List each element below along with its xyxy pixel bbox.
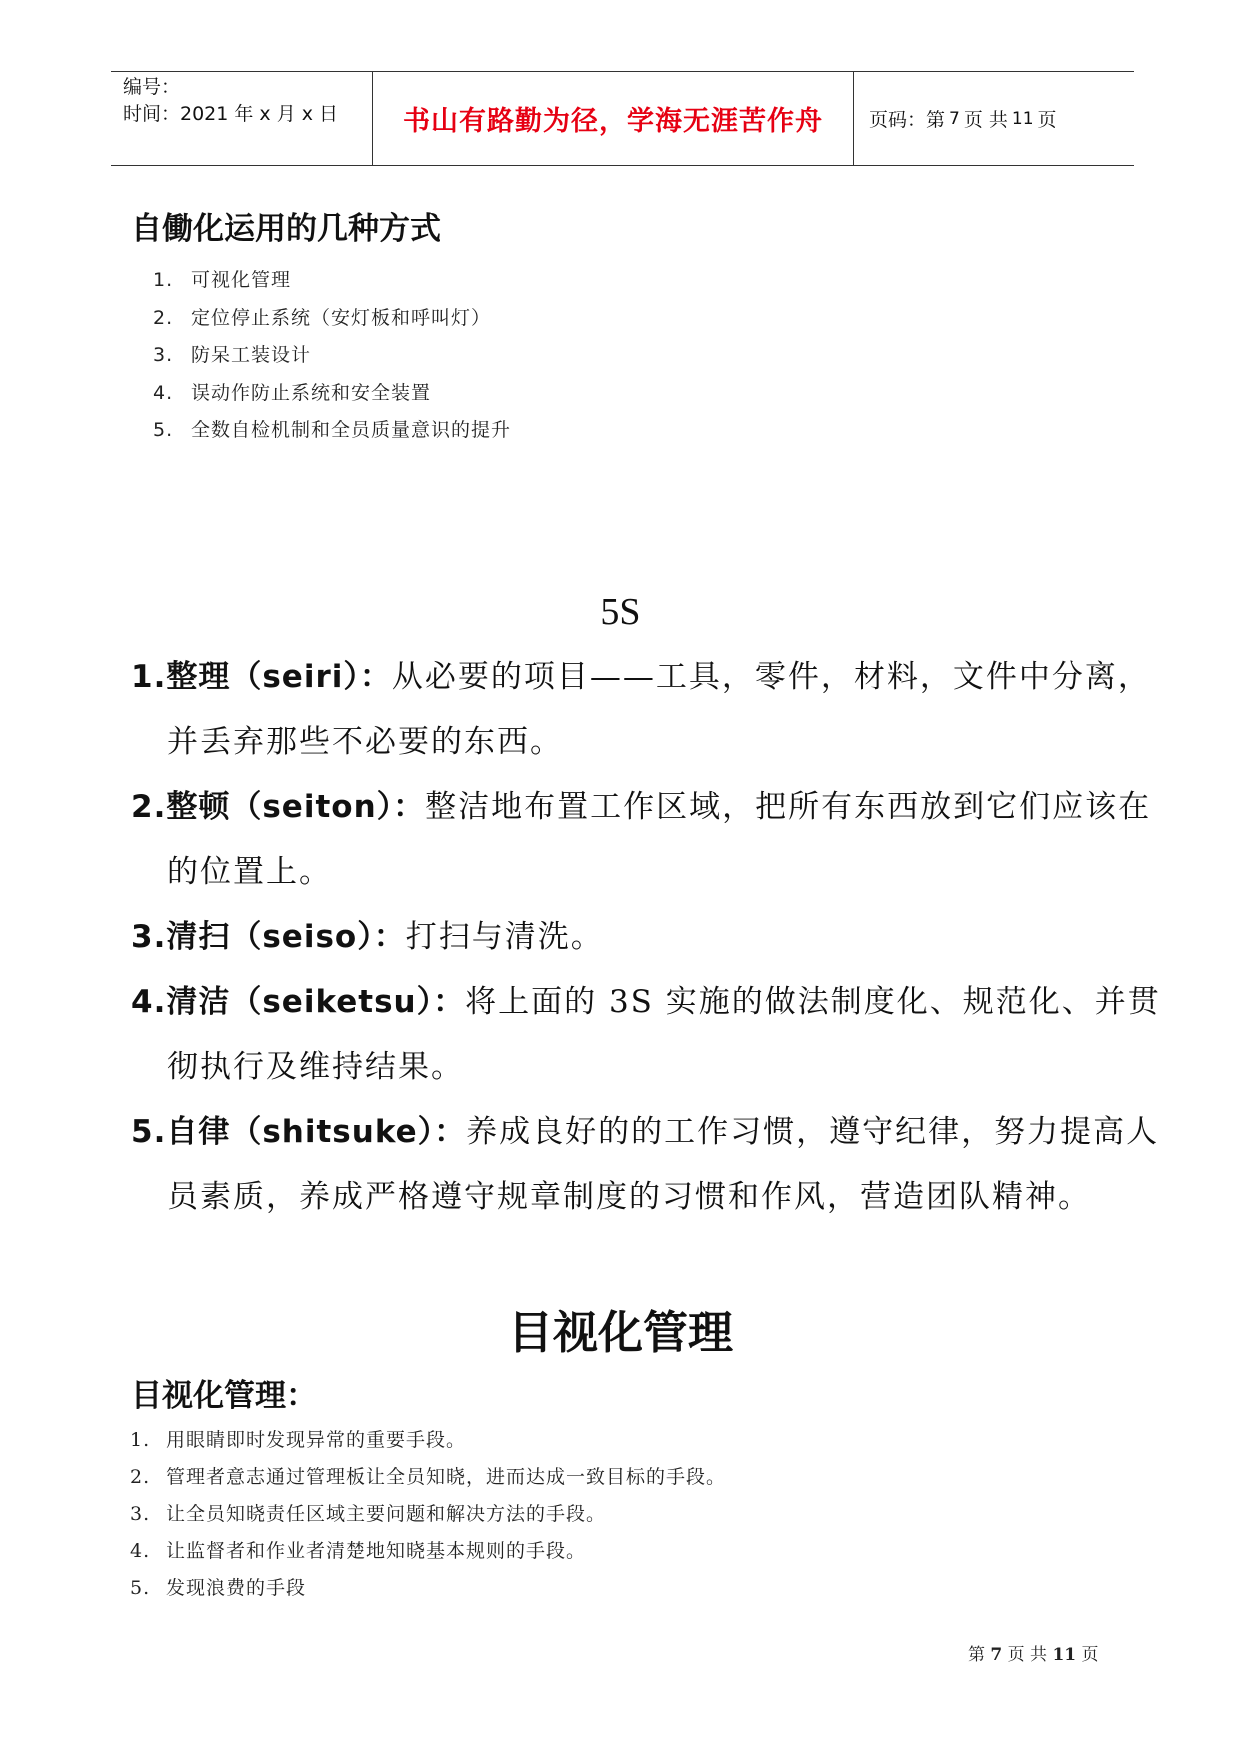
page-current: 7 xyxy=(949,108,960,129)
page-header xyxy=(111,71,1134,166)
footer-current: 7 xyxy=(990,1645,1003,1665)
visual-management-title: 目视化管理 xyxy=(507,1306,733,1359)
list-item: 4. 让监督者和作业者清楚地知晓基本规则的手段。 xyxy=(130,1540,587,1562)
list-item: 4. 误动作防止系统和安全装置 xyxy=(153,381,432,404)
header-page-number xyxy=(869,72,1057,165)
fives-item-seiso: 3.清扫（seiso）：打扫与清洗。 xyxy=(131,919,604,955)
page-mid: 页 共 xyxy=(963,109,1008,131)
list-item: 3. 防呆工装设计 xyxy=(153,344,312,366)
page-total: 11 xyxy=(1011,108,1034,129)
fives-title: 5S xyxy=(600,591,641,633)
page-suffix: 页 xyxy=(1037,109,1057,131)
list-item: 2. 管理者意志通过管理板让全员知晓，进而达成一致目标的手段。 xyxy=(130,1466,727,1488)
section-title-jidoka: 自働化运用的几种方式 xyxy=(131,211,441,247)
footer-total: 11 xyxy=(1052,1645,1077,1665)
page-footer xyxy=(968,1640,1099,1665)
fives-item-seiton: 2.整顿（seiton）：整洁地布置工作区域，把所有东西放到它们应该在的位置上。 xyxy=(131,789,1152,890)
footer-suffix: 页 xyxy=(1081,1645,1099,1665)
header-meta xyxy=(123,74,373,128)
footer-prefix: 第 xyxy=(968,1645,985,1665)
fives-item-shitsuke: 5.自律（shitsuke）：养成良好的的工作习惯，遵守纪律，努力提高人员素质，养成严格遵守规章制度的习惯和作风，营造团队精神。 xyxy=(131,1114,1160,1215)
fives-item-seiri: 1.整理（seiri）：从必要的项目——工具，零件，材料，文件中分离，并丢弃那些不必要的东西。 xyxy=(131,659,1151,760)
time-label: 时间：2021 年 x 月 x 日 xyxy=(123,103,339,125)
page-prefix: 页码：第 xyxy=(869,109,946,131)
list-item: 3. 让全员知晓责任区域主要问题和解决方法的手段。 xyxy=(130,1503,607,1525)
list-item: 2. 定位停止系统（安灯板和呼叫灯） xyxy=(153,306,492,329)
list-item: 5. 发现浪费的手段 xyxy=(130,1577,307,1599)
list-item: 1. 可视化管理 xyxy=(153,269,292,291)
code-label: 编号： xyxy=(123,76,181,98)
header-motto: 书山有路勤为径，学海无涯苦作舟 xyxy=(372,72,854,165)
fives-item-seiketsu: 4.清洁（seiketsu）：将上面的 3S 实施的做法制度化、规范化、并贯彻执行及维持结果。 xyxy=(131,984,1161,1085)
visual-management-list xyxy=(130,1422,726,1607)
list-item: 5. 全数自检机制和全员质量意识的提升 xyxy=(153,419,512,441)
list-item: 1. 用眼睛即时发现异常的重要手段。 xyxy=(130,1429,467,1451)
footer-mid: 页 共 xyxy=(1007,1645,1048,1665)
jidoka-list xyxy=(153,262,511,450)
visual-management-subtitle: 目视化管理： xyxy=(131,1378,317,1414)
